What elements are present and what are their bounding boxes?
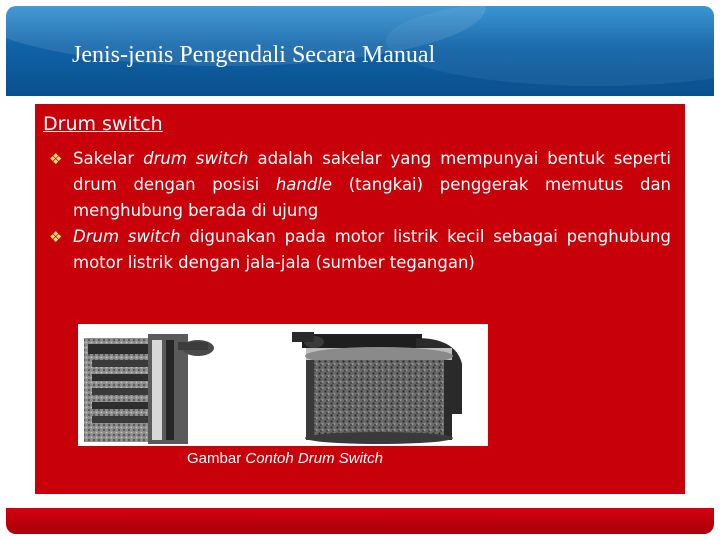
drum-switch-illustration bbox=[78, 324, 488, 446]
bullet-item-1 bbox=[49, 146, 671, 224]
bullet-text-2: Drum switch digunakan pada motor listrik kecil sebagai penghubung motor listrik dengan jala-jala (sumber tegangan) bbox=[73, 227, 671, 272]
slide-header bbox=[6, 6, 714, 96]
drum-switch-photo bbox=[78, 324, 488, 446]
bullet-item-2 bbox=[49, 224, 671, 276]
slide-footer-bar bbox=[6, 508, 714, 534]
left-margin-strip bbox=[6, 96, 36, 496]
diamond-bullet-icon: ❖ bbox=[49, 150, 63, 168]
figure-caption: Gambar Contoh Drum Switch bbox=[187, 450, 383, 467]
diamond-bullet-icon: ❖ bbox=[49, 228, 63, 246]
slide-title: Jenis-jenis Pengendali Secara Manual bbox=[72, 42, 436, 68]
section-subheading: Drum switch bbox=[43, 113, 163, 135]
content-panel bbox=[35, 104, 685, 494]
bullet-text-1: Sakelar drum switch adalah sakelar yang mempunyai bentuk seperti drum dengan posisi handle (tangkai) penggerak memutus dan menghubung berada di ujung bbox=[73, 149, 672, 220]
closed-drum-switch bbox=[292, 332, 462, 444]
